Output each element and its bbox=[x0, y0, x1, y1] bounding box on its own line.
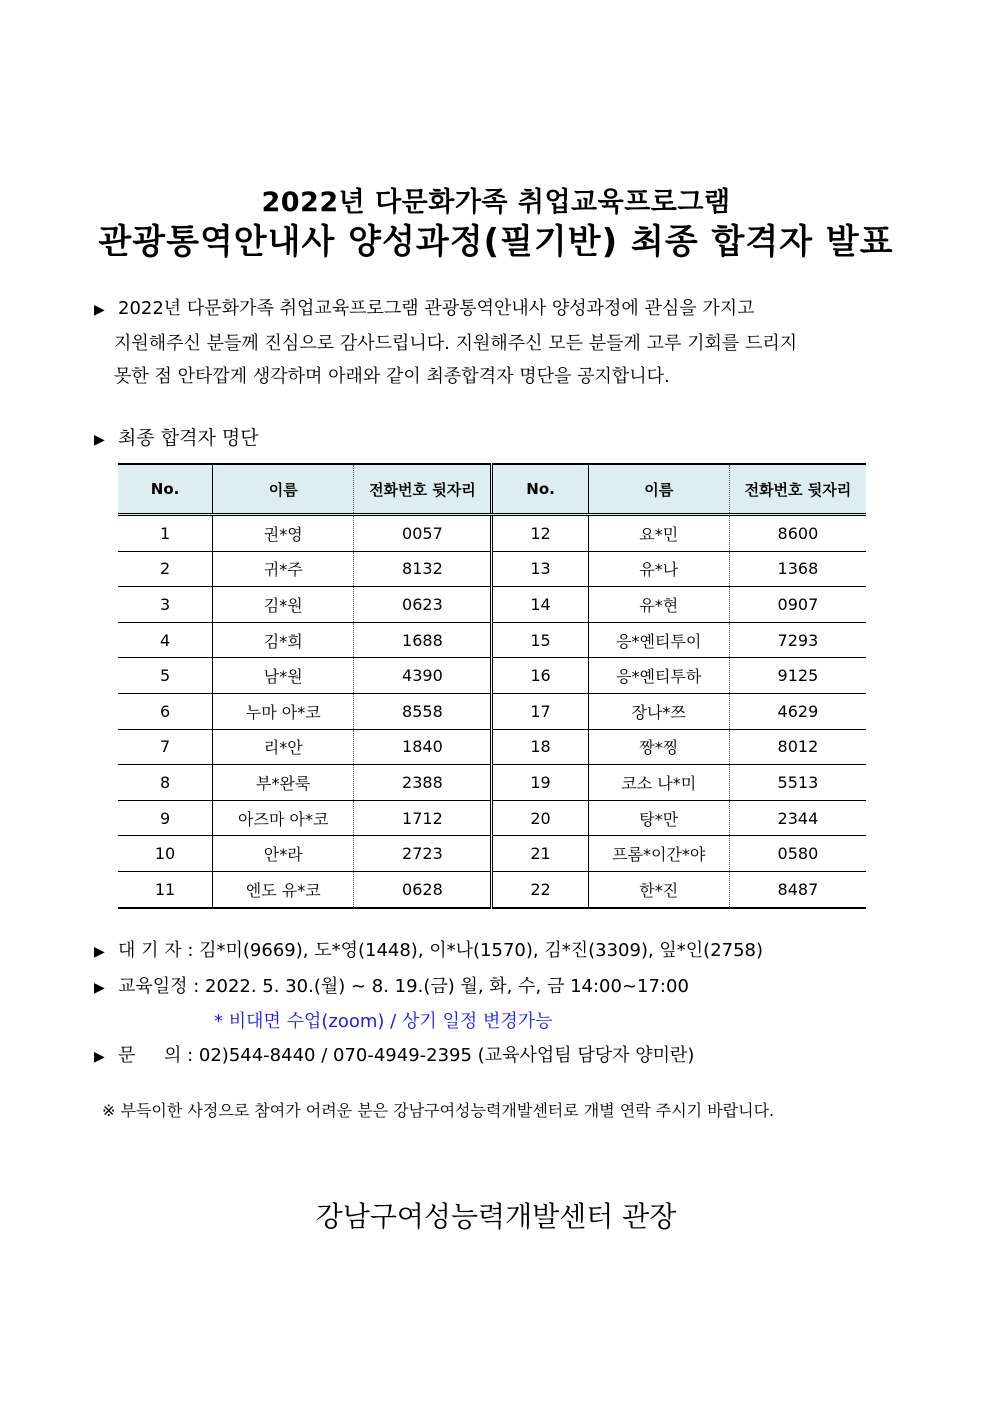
header-phone-right: 전화번호 뒷자리 bbox=[729, 464, 866, 515]
table-row bbox=[118, 551, 866, 587]
footer-note: ※ 부득이한 사정으로 참여가 어려운 분은 강남구여성능력개발센터로 개별 연락 주시기 바랍니다. bbox=[102, 1101, 775, 1120]
intro-paragraph bbox=[94, 292, 869, 393]
row-no-right: 20 bbox=[492, 800, 588, 836]
row-name-right: 한*진 bbox=[588, 871, 729, 907]
row-no-left: 7 bbox=[118, 729, 213, 765]
row-phone-right: 8012 bbox=[729, 729, 866, 765]
header-phone-left: 전화번호 뒷자리 bbox=[354, 464, 492, 515]
info-block bbox=[94, 934, 763, 1074]
row-phone-right: 7293 bbox=[729, 622, 866, 658]
intro-line-3: 못한 점 안타깝게 생각하며 아래와 같이 최종합격자 명단을 공지합니다. bbox=[114, 366, 670, 387]
row-name-right: 장나*쯔 bbox=[588, 693, 729, 729]
row-phone-left: 0057 bbox=[354, 515, 492, 552]
row-no-left: 1 bbox=[118, 515, 213, 552]
row-name-left: 부*완룩 bbox=[213, 765, 354, 801]
row-no-right: 22 bbox=[492, 871, 588, 907]
roster-table bbox=[118, 463, 866, 909]
row-phone-right: 5513 bbox=[729, 765, 866, 801]
row-phone-left: 8132 bbox=[354, 551, 492, 587]
schedule-row: ▶ 교육일정 : 2022. 5. 30.(월) ~ 8. 19.(금) 월, 화, 수, 금 14:00~17:00 bbox=[94, 970, 763, 1006]
table-row bbox=[118, 587, 866, 623]
row-no-right: 21 bbox=[492, 836, 588, 872]
row-name-left: 남*원 bbox=[213, 658, 354, 694]
row-name-right: 코소 나*미 bbox=[588, 765, 729, 801]
row-no-left: 11 bbox=[118, 871, 213, 907]
row-name-left: 엔도 유*코 bbox=[213, 871, 354, 907]
row-phone-left: 4390 bbox=[354, 658, 492, 694]
bullet-icon: ▶ bbox=[94, 944, 105, 960]
row-no-right: 15 bbox=[492, 622, 588, 658]
roster-body bbox=[118, 515, 866, 908]
row-name-left: 김*원 bbox=[213, 587, 354, 623]
row-phone-right: 1368 bbox=[729, 551, 866, 587]
row-phone-right: 0580 bbox=[729, 836, 866, 872]
row-no-right: 19 bbox=[492, 765, 588, 801]
row-name-right: 요*민 bbox=[588, 515, 729, 552]
row-phone-right: 0907 bbox=[729, 587, 866, 623]
bullet-icon: ▶ bbox=[94, 432, 105, 448]
row-phone-left: 1840 bbox=[354, 729, 492, 765]
intro-line-1: ▶ 2022년 다문화가족 취업교육프로그램 관광통역안내사 양성과정에 관심을 가지고 bbox=[94, 292, 869, 327]
table-header-row bbox=[118, 464, 866, 515]
table-row bbox=[118, 871, 866, 907]
row-name-right: 탕*만 bbox=[588, 800, 729, 836]
row-no-left: 8 bbox=[118, 765, 213, 801]
row-name-right: 프롬*이간*야 bbox=[588, 836, 729, 872]
row-phone-right: 8487 bbox=[729, 871, 866, 907]
row-name-right: 유*현 bbox=[588, 587, 729, 623]
header-name-left: 이름 bbox=[213, 464, 354, 515]
row-phone-left: 0628 bbox=[354, 871, 492, 907]
signature: 강남구여성능력개발센터 관장 bbox=[315, 1200, 677, 1233]
table-row bbox=[118, 622, 866, 658]
table-row bbox=[118, 515, 866, 552]
contact-row: ▶ 문 의 : 02)544-8440 / 070-4949-2395 (교육사업팀 담당자 양미란) bbox=[94, 1039, 763, 1075]
table-row bbox=[118, 800, 866, 836]
row-name-left: 귀*주 bbox=[213, 551, 354, 587]
row-phone-left: 0623 bbox=[354, 587, 492, 623]
row-phone-left: 8558 bbox=[354, 693, 492, 729]
row-no-right: 18 bbox=[492, 729, 588, 765]
table-row bbox=[118, 729, 866, 765]
row-no-right: 16 bbox=[492, 658, 588, 694]
table-row bbox=[118, 693, 866, 729]
header-no-right: No. bbox=[492, 464, 588, 515]
row-name-right: 응*옌티투하 bbox=[588, 658, 729, 694]
row-name-left: 권*영 bbox=[213, 515, 354, 552]
row-phone-left: 1712 bbox=[354, 800, 492, 836]
row-no-left: 9 bbox=[118, 800, 213, 836]
table-row bbox=[118, 836, 866, 872]
schedule-note: * 비대면 수업(zoom) / 상기 일정 변경가능 bbox=[214, 1011, 553, 1032]
title-line-2: 관광통역안내사 양성과정(필기반) 최종 합격자 발표 bbox=[98, 222, 894, 262]
header-no-left: No. bbox=[118, 464, 213, 515]
row-no-left: 2 bbox=[118, 551, 213, 587]
row-no-right: 13 bbox=[492, 551, 588, 587]
row-phone-right: 2344 bbox=[729, 800, 866, 836]
intro-line-2: 지원해주신 분들께 진심으로 감사드립니다. 지원해주신 모든 분들게 고루 기회를 드리지 bbox=[114, 333, 798, 354]
row-name-right: 짱*찡 bbox=[588, 729, 729, 765]
row-name-right: 응*옌티투이 bbox=[588, 622, 729, 658]
row-no-right: 17 bbox=[492, 693, 588, 729]
title-line-1: 2022년 다문화가족 취업교육프로그램 bbox=[261, 187, 731, 218]
table-row bbox=[118, 765, 866, 801]
roster-label: ▶ 최종 합격자 명단 bbox=[94, 427, 259, 449]
row-no-left: 5 bbox=[118, 658, 213, 694]
row-phone-right: 8600 bbox=[729, 515, 866, 552]
row-phone-left: 2723 bbox=[354, 836, 492, 872]
row-name-left: 김*희 bbox=[213, 622, 354, 658]
row-name-left: 안*라 bbox=[213, 836, 354, 872]
row-name-right: 유*나 bbox=[588, 551, 729, 587]
row-phone-right: 9125 bbox=[729, 658, 866, 694]
bullet-icon: ▶ bbox=[94, 302, 105, 318]
row-no-left: 4 bbox=[118, 622, 213, 658]
table-row bbox=[118, 658, 866, 694]
row-no-left: 10 bbox=[118, 836, 213, 872]
row-no-right: 14 bbox=[492, 587, 588, 623]
row-no-left: 3 bbox=[118, 587, 213, 623]
row-name-left: 누마 아*코 bbox=[213, 693, 354, 729]
waitlist-row: ▶ 대 기 자 : 김*미(9669), 도*영(1448), 이*나(1570), 김*진(3309), 잎*인(2758) bbox=[94, 934, 763, 970]
row-phone-left: 2388 bbox=[354, 765, 492, 801]
row-no-right: 12 bbox=[492, 515, 588, 552]
bullet-icon: ▶ bbox=[94, 979, 105, 996]
row-no-left: 6 bbox=[118, 693, 213, 729]
row-name-left: 아즈마 아*코 bbox=[213, 800, 354, 836]
row-name-left: 리*안 bbox=[213, 729, 354, 765]
bullet-icon: ▶ bbox=[94, 1048, 105, 1065]
header-name-right: 이름 bbox=[588, 464, 729, 515]
row-phone-left: 1688 bbox=[354, 622, 492, 658]
row-phone-right: 4629 bbox=[729, 693, 866, 729]
